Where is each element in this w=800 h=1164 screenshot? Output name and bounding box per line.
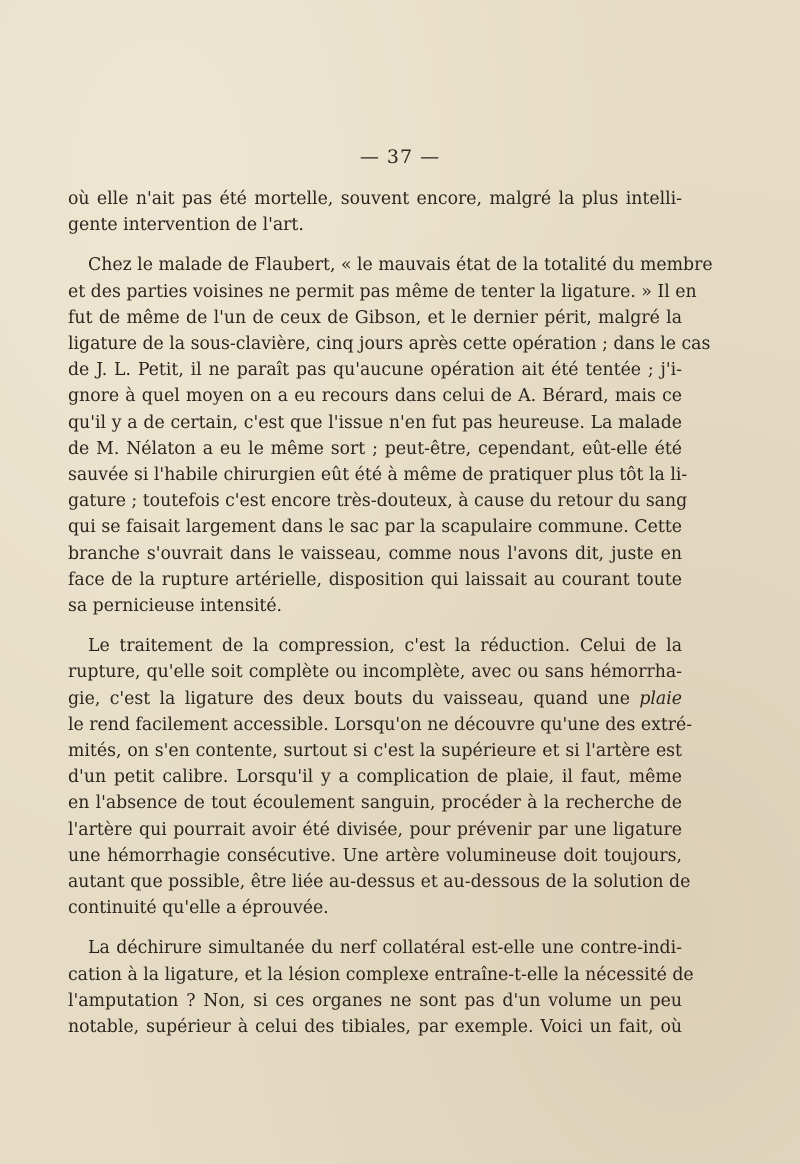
text-line: branche s'ouvrait dans le vaisseau, comme nous l'avons dit, juste en [68, 543, 682, 564]
text-line: autant que possible, être liée au-dessus et au-dessous de la solution de [68, 872, 691, 893]
text-line: Le traitement de la compression, c'est la réduction. Celui de la [88, 636, 682, 657]
text-line: face de la rupture artérielle, disposition qui laissait au courant toute [68, 569, 682, 590]
text-line: ligature de la sous-clavière, cinq jours après cette opération ; dans le cas [68, 334, 711, 355]
text-line: d'un petit calibre. Lorsqu'il y a complication de plaie, il faut, même [68, 767, 682, 788]
text-line: où elle n'ait pas été mortelle, souvent encore, malgré la plus intelli- [68, 189, 682, 209]
text-line: sa pernicieuse intensité. [68, 596, 283, 617]
text-line: qui se faisait largement dans le sac par la scapulaire commune. Cette [68, 517, 682, 538]
text-line: gie, c'est la ligature des deux bouts du vaisseau, quand une plaie [68, 688, 682, 709]
text-line: notable, supérieur à celui des tibiales, par exemple. Voici un fait, où [68, 1017, 682, 1038]
text-line: gente intervention de l'art. [68, 215, 304, 236]
text-line: fut de même de l'un de ceux de Gibson, et le dernier périt, malgré la [68, 307, 682, 328]
text-line: le rend facilement accessible. Lorsqu'on ne découvre qu'une des extré- [68, 714, 693, 735]
text-line: qu'il y a de certain, c'est que l'issue n'en fut pas heureuse. La malade [68, 412, 682, 433]
text-line: et des parties voisines ne permit pas même de tenter la ligature. » Il en [68, 281, 697, 302]
text-line: l'artère qui pourrait avoir été divisée, pour prévenir par une ligature [68, 819, 682, 840]
paragraph-2 [68, 252, 713, 619]
text-line: de M. Nélaton a eu le même sort ; peut-être, cependant, eût-elle été [68, 438, 682, 459]
emphasized-word: plaie [639, 688, 682, 709]
text-line: rupture, qu'elle soit complète ou incomplète, avec ou sans hémorrha- [68, 662, 682, 683]
paragraph-4 [68, 935, 694, 1040]
body-text [68, 186, 713, 1054]
text-line: de J. L. Petit, il ne paraît pas qu'aucune opération ait été tentée ; j'i- [68, 360, 682, 381]
text-line: gature ; toutefois c'est encore très-douteux, à cause du retour du sang [68, 491, 688, 512]
text-line: Chez le malade de Flaubert, « le mauvais état de la totalité du membre [88, 255, 713, 276]
text-line: continuité qu'elle a éprouvée. [68, 898, 329, 919]
paragraph-1 [68, 186, 682, 238]
page-number: — 37 — [359, 146, 441, 168]
text-line: gnore à quel moyen on a eu recours dans celui de A. Bérard, mais ce [68, 386, 682, 407]
text-line: en l'absence de tout écoulement sanguin, procéder à la recherche de [68, 793, 682, 814]
paragraph-3 [68, 633, 693, 921]
text-line: l'amputation ? Non, si ces organes ne sont pas d'un volume un peu [68, 990, 682, 1011]
text-line: cation à la ligature, et la lésion complexe entraîne-t-elle la nécessité de [68, 964, 694, 985]
text-line: La déchirure simultanée du nerf collatéral est-elle une contre-indi- [88, 938, 682, 959]
text-line: une hémorrhagie consécutive. Une artère volumineuse doit toujours, [68, 845, 682, 866]
text-line: mités, on s'en contente, surtout si c'est la supérieure et si l'artère est [68, 741, 682, 762]
text-line: sauvée si l'habile chirurgien eût été à même de pratiquer plus tôt la li- [68, 465, 688, 486]
